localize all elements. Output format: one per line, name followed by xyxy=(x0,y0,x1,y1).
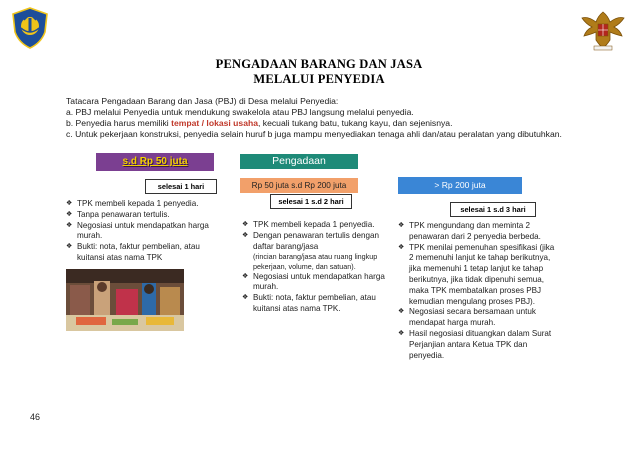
list-item: ❖ Bukti: nota, faktur pembelian, atau kuitansi atas nama TPK xyxy=(66,242,200,262)
list-item: ❖ Hasil negosiasi dituangkan dalam Surat Perjanjian antara Ketua TPK dan penyedia. xyxy=(398,328,552,360)
page-title-line1: PENGADAAN BARANG DAN JASA xyxy=(215,57,423,71)
tier3-label: > Rp 200 juta xyxy=(398,177,522,194)
list-item: ❖ Negosiasi secara bersamaan untuk mendapat harga murah. xyxy=(398,307,536,328)
intro-point-b-post: , kecuali tukang batu, tukang kayu, dan sejenisnya. xyxy=(258,118,453,128)
market-photo xyxy=(66,269,184,331)
list-item: ❖ Tanpa penawaran tertulis. xyxy=(66,209,170,219)
tier3-list xyxy=(398,221,560,361)
list-item: ❖ Negosiasi untuk mendapatkan harga murah. xyxy=(242,271,385,292)
tier1-list xyxy=(66,199,216,264)
intro-point-b xyxy=(66,118,452,128)
list-item: ❖ Bukti: nota, faktur pembelian, atau kuitansi atas nama TPK. xyxy=(242,293,376,313)
list-item: ❖ TPK mengundang dan meminta 2 penawaran dari 2 penyedia berbeda. xyxy=(398,221,541,241)
list-item: ❖ Negosiasi untuk mendapatkan harga murah. xyxy=(66,220,209,241)
diamond-bullet-icon: ❖ xyxy=(242,221,249,228)
diamond-bullet-icon: ❖ xyxy=(398,329,405,337)
diamond-bullet-icon: ❖ xyxy=(66,221,73,229)
tier1-duration-badge: selesai 1 hari xyxy=(145,179,217,194)
intro-point-b-pre: b. Penyedia harus memiliki xyxy=(66,118,172,128)
pengadaan-header: Pengadaan xyxy=(240,154,358,169)
list-item: ❖ TPK membeli kepada 1 penyedia. xyxy=(242,220,375,229)
tier2-label: Rp 50 juta s.d Rp 200 juta xyxy=(240,178,358,193)
diamond-bullet-icon: ❖ xyxy=(242,272,249,280)
diamond-bullet-icon: ❖ xyxy=(398,243,405,251)
ministry-logo xyxy=(10,6,50,50)
diamond-bullet-icon: ❖ xyxy=(398,308,405,316)
tier2-subnote: (rincian barang/jasa atau ruang lingkup pekerjaan, volume, dan satuan). xyxy=(253,252,378,271)
page-number: 46 xyxy=(30,412,41,422)
list-item: ❖ Dengan penawaran tertulis dengan daftar barang/jasa (rincian barang/jasa atau ruang lingkup pekerjaan, volume, dan satuan). xyxy=(242,231,392,272)
intro-point-b-highlight: tempat / lokasi usaha xyxy=(171,118,259,128)
diamond-bullet-icon: ❖ xyxy=(66,200,73,207)
intro-point-c: c. Untuk pekerjaan konstruksi, penyedia selain huruf b juga mampu menyediakan tenaga ahli dan/atau peralatan yang dibutuhkan. xyxy=(66,129,562,139)
list-item: ❖ TPK menilai pemenuhan spesifikasi (jika 2 memenuhi lanjut ke tahap berikutnya, jika memenuhi 1 tetap lanjut ke tahap berikutnya, jika tidak dipenuhi semua, maka TPK membatalkan proses PBJ kemudian mengulang proses PBJ). xyxy=(398,242,555,306)
tier2-duration-badge: selesai 1 s.d 2 hari xyxy=(270,194,352,209)
tier3-duration-badge: selesai 1 s.d 3 hari xyxy=(450,202,536,217)
tier1-label: s.d Rp 50 juta xyxy=(96,153,214,171)
diamond-bullet-icon: ❖ xyxy=(66,243,73,251)
tier2-list xyxy=(242,220,392,315)
intro-point-a: a. PBJ melalui Penyedia untuk mendukung swakelola atau PBJ langsung melalui penyedia. xyxy=(66,107,414,117)
list-item: ❖ TPK membeli kepada 1 penyedia. xyxy=(66,199,199,208)
diamond-bullet-icon: ❖ xyxy=(398,222,405,229)
page-title-line2: MELALUI PENYEDIA xyxy=(253,72,385,86)
garuda-emblem xyxy=(580,8,626,52)
diamond-bullet-icon: ❖ xyxy=(66,210,73,218)
diamond-bullet-icon: ❖ xyxy=(242,231,249,239)
diamond-bullet-icon: ❖ xyxy=(242,294,249,302)
intro-lead: Tatacara Pengadaan Barang dan Jasa (PBJ) di Desa melalui Penyedia: xyxy=(66,96,339,106)
